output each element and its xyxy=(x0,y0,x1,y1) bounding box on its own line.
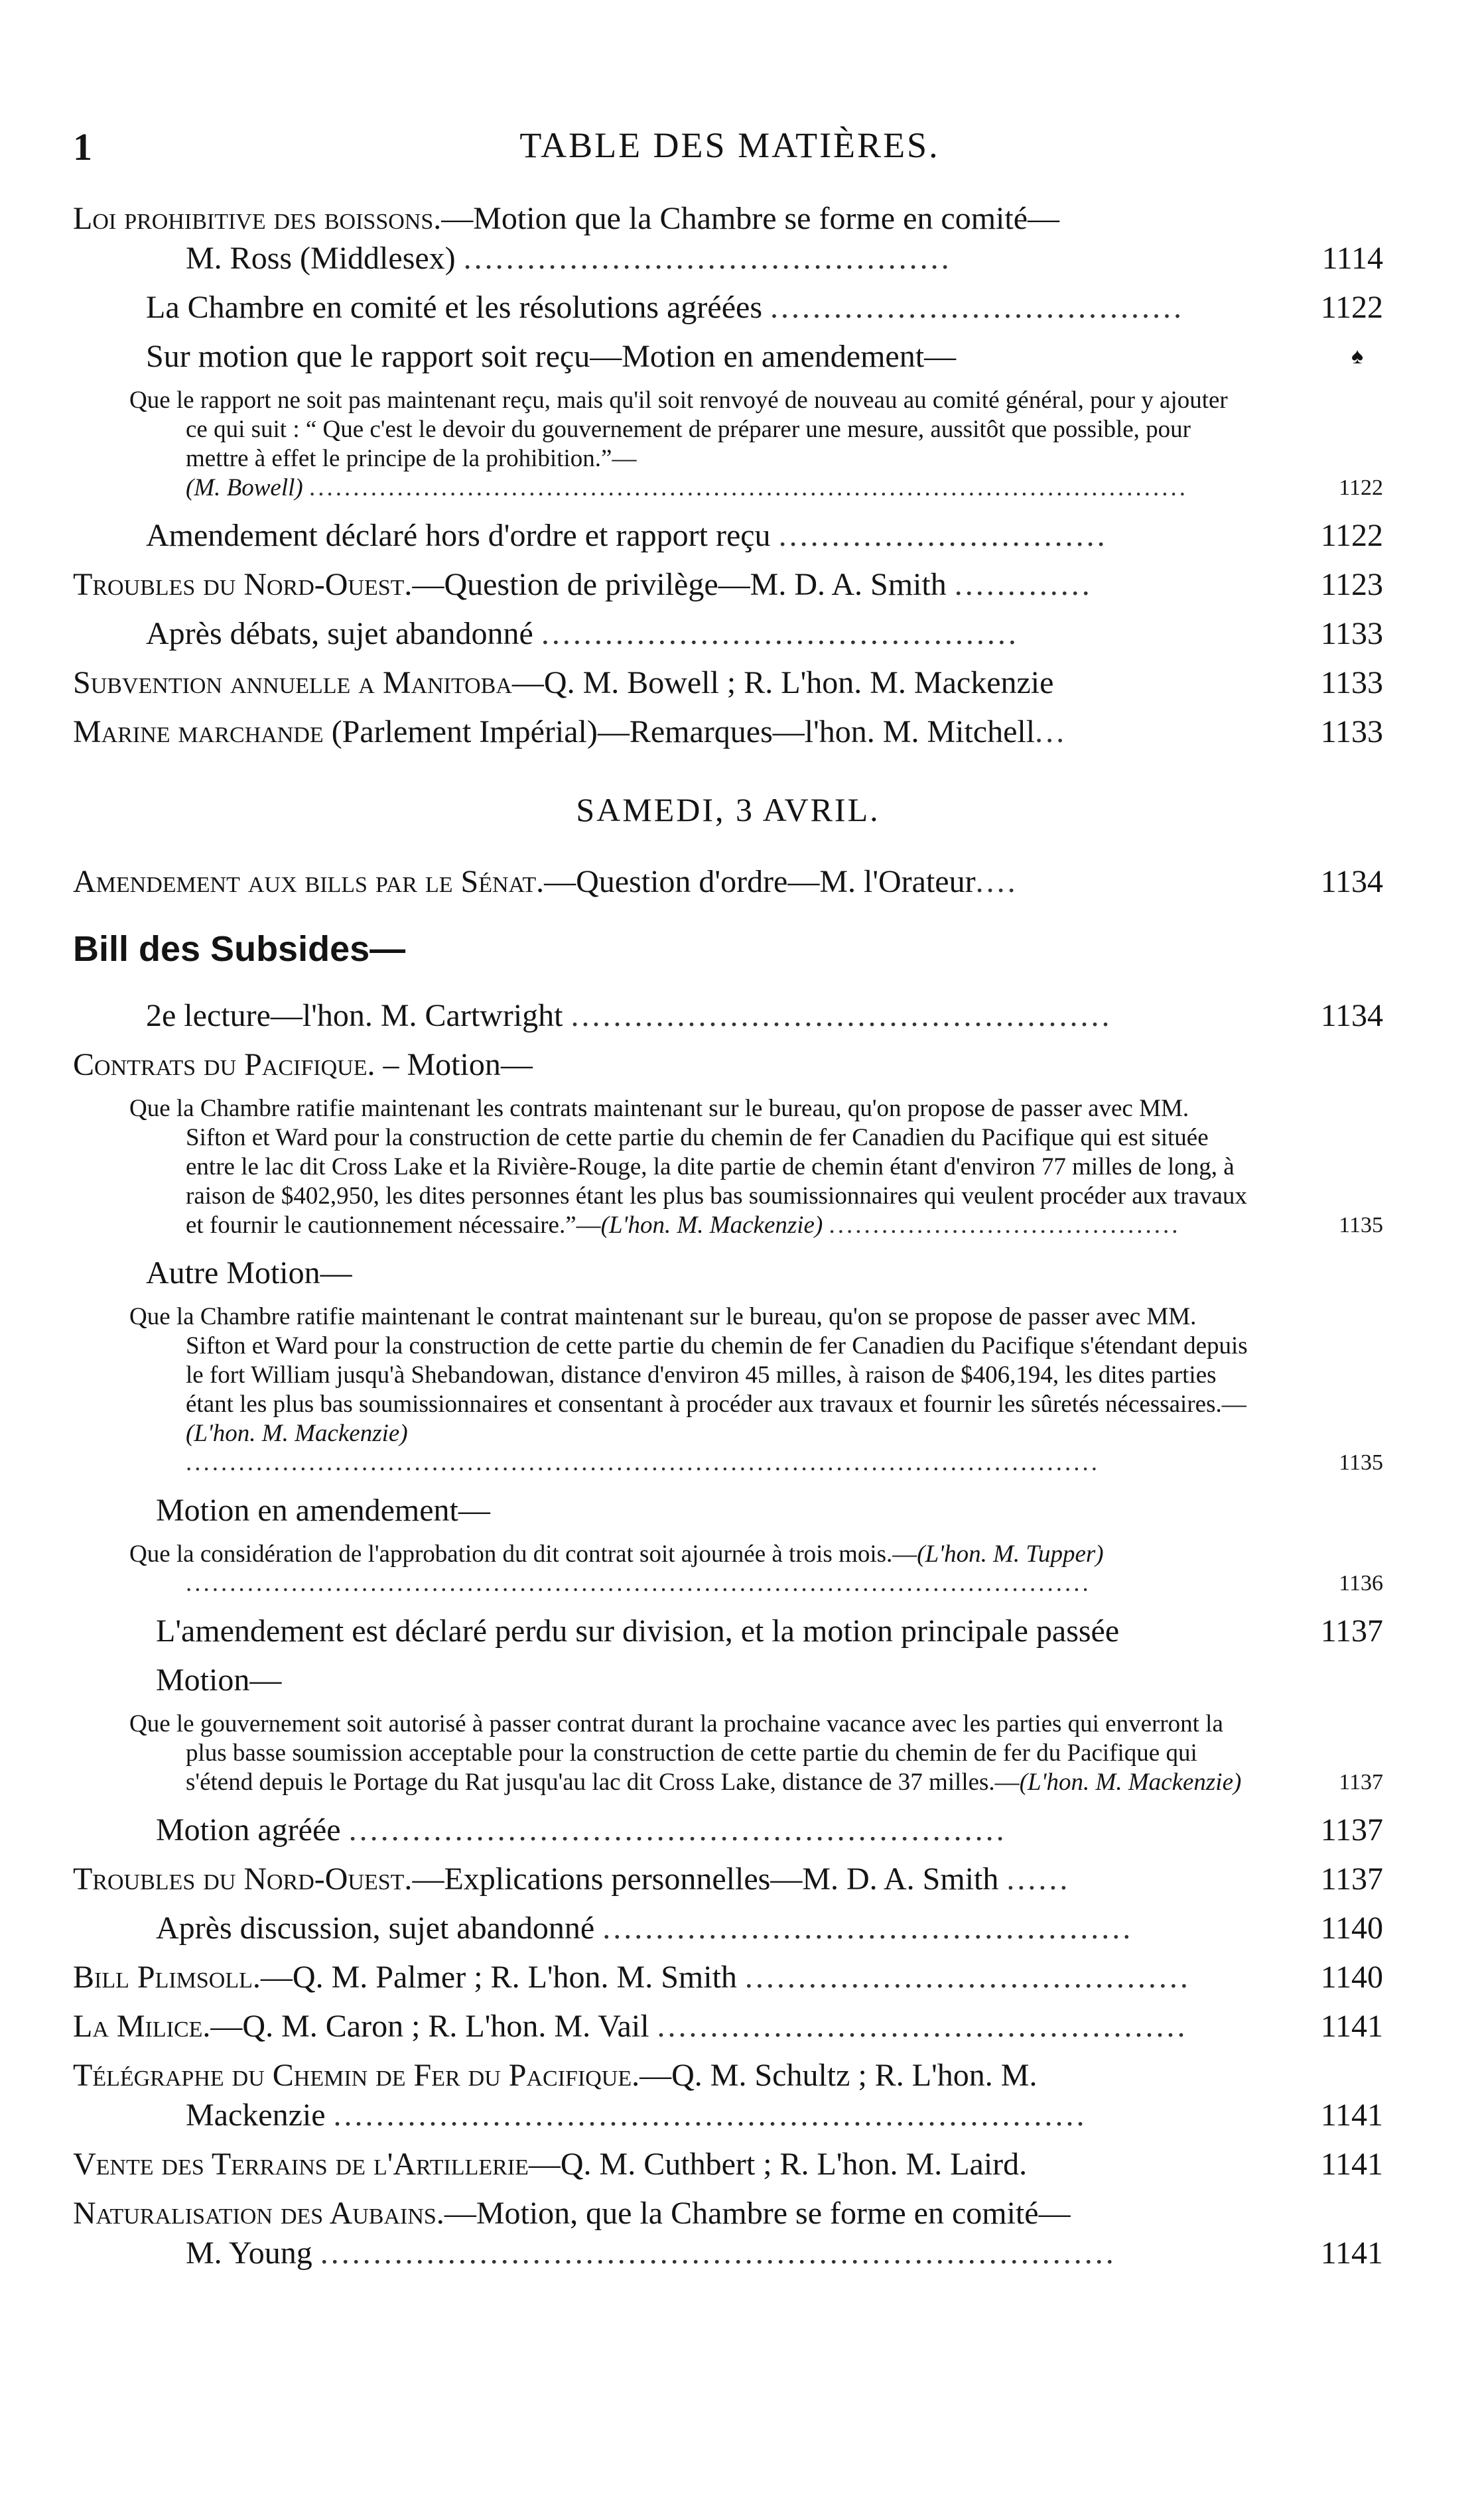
entry-heading: Vente des Terrains de l'Artillerie xyxy=(73,2147,529,2182)
page-ref: 1140 xyxy=(1320,1911,1383,1946)
table-of-contents xyxy=(73,199,1383,2283)
quote-text: Que la Chambre ratifie maintenant les contrats maintenant sur le bureau, qu'on propose de passer avec MM. Sifton et Ward pour la construction de cette partie du chemin de fer Canadien du Pacifique qui est située entre le lac dit Cross Lake et la Rivière-Rouge, la dite partie de chemin étant d'environ 77 milles de long, à raison de $402,950, les dites personnes étant les plus bas soumissionnaires qui veulent procéder aux travaux et fournir le cautionnement nécessaire.”— xyxy=(129,1095,1247,1239)
toc-entry-apres-discussion: Après discussion, sujet abandonné .................................................. 1140 xyxy=(156,1909,1383,1948)
toc-entry-motion xyxy=(156,1661,1383,1700)
entry-text: Motion en amendement— xyxy=(156,1493,490,1528)
page-ref: 1141 xyxy=(1320,2098,1383,2133)
entry-text: —Q. M. Schultz ; R. L'hon. M. xyxy=(639,2058,1038,2093)
page-number: 1 xyxy=(73,125,92,168)
margin-mark: ♠ xyxy=(1351,344,1363,369)
page-ref: 1141 xyxy=(1320,2236,1383,2271)
section-heading-bill-subsides: Bill des Subsides— xyxy=(73,929,406,969)
entry-heading: Troubles du Nord-Ouest. xyxy=(73,1861,413,1897)
toc-entry-naturalisation: Naturalisation des Aubains.—Motion, que la Chambre se forme en comité— M. Young ........................................................................... 1141 xyxy=(73,2194,1383,2273)
toc-entry-amendement-hors-ordre: Amendement déclaré hors d'ordre et rapport reçu ............................... 1122 xyxy=(146,516,1383,556)
toc-entry-marine-marchande: Marine marchande (Parlement Impérial)—Remarques—l'hon. M. Mitchell... 1133 xyxy=(73,712,1383,752)
page-ref: 1141 xyxy=(1320,2009,1383,2044)
toc-entry-amendement-senat: Amendement aux bills par le Sénat.—Question d'ordre—M. l'Orateur.... 1134 xyxy=(73,862,1383,902)
quote-text: Que la Chambre ratifie maintenant le contrat maintenant sur le bureau, qu'on se propose de passer avec MM. Sifton et Ward pour la construction de cette partie du chemin de fer Canadien du Pacifique s'étendant depuis le fort William jusqu'à Shebandowan, distance d'environ 45 milles, à raison de $406,194, les dites parties étant les plus bas soumissionnaires et consentant à procéder aux travaux et fournir les sûretés nécessaires.— xyxy=(129,1303,1248,1418)
page-ref: 1123 xyxy=(1320,567,1383,602)
entry-heading: Bill Plimsoll. xyxy=(73,1960,261,1995)
entry-heading: Troubles du Nord-Ouest. xyxy=(73,567,413,602)
entry-heading: La Milice. xyxy=(73,2009,211,2044)
quote-attribution: (L'hon. M. Mackenzie) xyxy=(600,1212,823,1239)
entry-text: —Q. M. Bowell ; R. L'hon. M. Mackenzie xyxy=(511,665,1054,700)
page-ref: 1122 xyxy=(1339,475,1383,500)
quote-text: Que le rapport ne soit pas maintenant reçu, mais qu'il soit renvoyé de nouveau au comité général, pour y ajouter ce qui suit : “ Que c'est le devoir du gouvernement de préparer une mesure, aussitôt que possible, pour mettre à effet le principe de la prohibition.”— xyxy=(129,387,1228,472)
toc-entry-contrats-pacifique xyxy=(73,1045,1383,1085)
toc-entry-bill-plimsoll: Bill Plimsoll.—Q. M. Palmer ; R. L'hon. M. Smith .......................................... 1140 xyxy=(73,1958,1383,1997)
page-ref: 1137 xyxy=(1320,1861,1383,1897)
quote-attribution: (M. Bowell) xyxy=(186,474,303,501)
running-title: TABLE DES MATIÈRES. xyxy=(519,125,940,165)
entry-text: —Q. M. Cuthbert ; R. L'hon. M. Laird. xyxy=(528,2147,1028,2182)
page-ref: 1114 xyxy=(1321,241,1383,276)
page-ref: 1137 xyxy=(1339,1770,1383,1795)
page-ref: 1141 xyxy=(1320,2147,1383,2182)
entry-text: 2e lecture—l'hon. M. Cartwright xyxy=(146,998,563,1033)
toc-entry-sur-motion xyxy=(146,337,1383,377)
entry-text: —Q. M. Palmer ; R. L'hon. M. Smith xyxy=(260,1960,737,1995)
motion-quote-bowell: Que le rapport ne soit pas maintenant reçu, mais qu'il soit renvoyé de nouveau au comité général, pour y ajouter ce qui suit : “ Que c'est le devoir du gouvernement de préparer une mesure, aussitôt que possible, pour mettre à effet le principe de la prohibition.”— (M. Bowell) .................................................................................................... 1122 xyxy=(129,387,1383,501)
entry-text: L'amendement est déclaré perdu sur division, et la motion principale passée xyxy=(156,1613,1120,1649)
page-ref: 1135 xyxy=(1339,1213,1383,1237)
toc-entry-troubles-explications: Troubles du Nord-Ouest.—Explications personnelles—M. D. A. Smith ...... 1137 xyxy=(73,1859,1383,1899)
quote-text: Que le gouvernement soit autorisé à passer contrat durant la prochaine vacance avec les parties qui enverront la plus basse soumission acceptable pour la construction de cette partie du chemin de fer du Pacifique qui s'étend depuis le Portage du Rat jusqu'au lac dit Cross Lake, distance de 37 milles.— xyxy=(129,1710,1223,1796)
motion-quote-tupper: Que la considération de l'approbation du dit contrat soit ajournée à trois mois.—(L'hon. M. Tupper) ....................................................................................................... 1136 xyxy=(129,1541,1383,1597)
page-ref: 1137 xyxy=(1320,1812,1383,1848)
toc-entry-amendement-perdu xyxy=(156,1611,1383,1651)
page-ref: 1140 xyxy=(1320,1960,1383,1995)
entry-continuation: M. Young xyxy=(186,2236,312,2271)
date-heading: SAMEDI, 3 AVRIL. xyxy=(576,791,880,828)
entry-heading: Marine marchande xyxy=(73,714,324,749)
toc-entry-la-milice: La Milice.—Q. M. Caron ; R. L'hon. M. Vail .................................................. 1141 xyxy=(73,2007,1383,2047)
page-ref: 1135 xyxy=(1339,1450,1383,1475)
page-ref: 1137 xyxy=(1320,1613,1383,1649)
entry-text: —Motion que la Chambre se forme en comité— xyxy=(441,201,1060,236)
entry-text: – Motion— xyxy=(375,1047,533,1082)
entry-text: —Question d'ordre—M. l'Orateur xyxy=(544,864,976,899)
entry-heading: Contrats du Pacifique. xyxy=(73,1047,375,1082)
entry-text: Après discussion, sujet abandonné xyxy=(156,1911,595,1946)
entry-heading: Subvention annuelle a Manitoba xyxy=(73,665,512,700)
toc-entry-motion-agreee: Motion agréée .............................................................. 1137 xyxy=(156,1810,1383,1850)
toc-entry-motion-en-amendement xyxy=(156,1491,1383,1531)
entry-continuation: M. Ross (Middlesex) xyxy=(186,241,456,276)
entry-text: —Question de privilège—M. D. A. Smith xyxy=(412,567,947,602)
entry-text: Motion— xyxy=(156,1663,282,1698)
toc-entry-chambre-en-comite: La Chambre en comité et les résolutions agréées ....................................... 1122 xyxy=(146,288,1383,328)
motion-quote-portage-du-rat xyxy=(129,1710,1383,1797)
quote-attribution: (L'hon. M. Mackenzie) xyxy=(186,1420,408,1447)
toc-entry-vente-terrains xyxy=(73,2145,1383,2184)
toc-entry-apres-debats: Après débats, sujet abandonné ............................................. 1133 xyxy=(146,614,1383,654)
entry-text: —Motion, que la Chambre se forme en comité— xyxy=(444,2196,1071,2231)
page-ref: 1133 xyxy=(1320,616,1383,651)
entry-continuation: Mackenzie xyxy=(186,2098,326,2133)
page-ref: 1133 xyxy=(1320,665,1383,700)
toc-entry-autre-motion xyxy=(146,1253,1383,1293)
page-ref: 1136 xyxy=(1339,1571,1383,1596)
page-ref: 1133 xyxy=(1320,714,1383,749)
toc-entry-2e-lecture: 2e lecture—l'hon. M. Cartwright ................................................... 1134 xyxy=(146,996,1383,1036)
toc-entry-loi-prohibitive: Loi prohibitive des boissons.—Motion que la Chambre se forme en comité— M. Ross (Middlesex) .............................................. 1114 xyxy=(73,199,1383,279)
entry-text: Sur motion que le rapport soit reçu—Motion en amendement— xyxy=(146,339,957,374)
toc-entry-telegraphe-pacifique: Télégraphe du Chemin de Fer du Pacifique.—Q. M. Schultz ; R. L'hon. M. Mackenzie ....................................................................... 1141 xyxy=(73,2056,1383,2135)
entry-text: Amendement déclaré hors d'ordre et rapport reçu xyxy=(146,518,771,553)
entry-text: Motion agréée xyxy=(156,1812,341,1848)
motion-quote-sifton-ward-1: Que la Chambre ratifie maintenant les contrats maintenant sur le bureau, qu'on propose de passer avec MM. Sifton et Ward pour la construction de cette partie du chemin de fer Canadien du Pacifique qui est située entre le lac dit Cross Lake et la Rivière-Rouge, la dite partie de chemin étant d'environ 77 milles de long, à raison de $402,950, les dites personnes étant les plus bas soumissionnaires qui veulent procéder aux travaux et fournir le cautionnement nécessaire.”—(L'hon. M. Mackenzie) ........................................ 1135 xyxy=(129,1095,1383,1239)
page-header xyxy=(73,125,1386,178)
page-ref: 1134 xyxy=(1320,998,1383,1033)
motion-quote-sifton-ward-2: Que la Chambre ratifie maintenant le contrat maintenant sur le bureau, qu'on se propose de passer avec MM. Sifton et Ward pour la construction de cette partie du chemin de fer Canadien du Pacifique s'étendant depuis le fort William jusqu'à Shebandowan, distance d'environ 45 milles, à raison de $406,194, les dites parties étant les plus bas soumissionnaires et consentant à procéder aux travaux et fournir les sûretés nécessaires.— (L'hon. M. Mackenzie) ........................................................................................................ 1135 xyxy=(129,1303,1383,1476)
entry-text: (Parlement Impérial)—Remarques—l'hon. M. Mitchell xyxy=(323,714,1036,749)
entry-text: —Explications personnelles—M. D. A. Smith xyxy=(412,1861,999,1897)
entry-heading: Naturalisation des Aubains. xyxy=(73,2196,444,2231)
toc-entry-troubles-nord-ouest: Troubles du Nord-Ouest.—Question de privilège—M. D. A. Smith ............. 1123 xyxy=(73,565,1383,605)
entry-heading: Télégraphe du Chemin de Fer du Pacifique. xyxy=(73,2058,640,2093)
entry-text: —Q. M. Caron ; R. L'hon. M. Vail xyxy=(210,2009,649,2044)
entry-text: Après débats, sujet abandonné xyxy=(146,616,533,651)
toc-entry-subvention-manitoba xyxy=(73,663,1383,703)
page-ref: 1122 xyxy=(1320,518,1383,553)
page-ref: 1122 xyxy=(1320,290,1383,325)
quote-text: Que la considération de l'approbation du dit contrat soit ajournée à trois mois.— xyxy=(129,1541,917,1568)
entry-text: La Chambre en comité et les résolutions agréées xyxy=(146,290,762,325)
entry-heading: Amendement aux bills par le Sénat. xyxy=(73,864,545,899)
entry-heading: Loi prohibitive des boissons. xyxy=(73,201,442,236)
page-ref: 1134 xyxy=(1320,864,1383,899)
entry-text: Autre Motion— xyxy=(146,1255,352,1291)
quote-attribution: (L'hon. M. Tupper) xyxy=(917,1541,1104,1568)
quote-attribution: (L'hon. M. Mackenzie) xyxy=(1019,1769,1242,1796)
